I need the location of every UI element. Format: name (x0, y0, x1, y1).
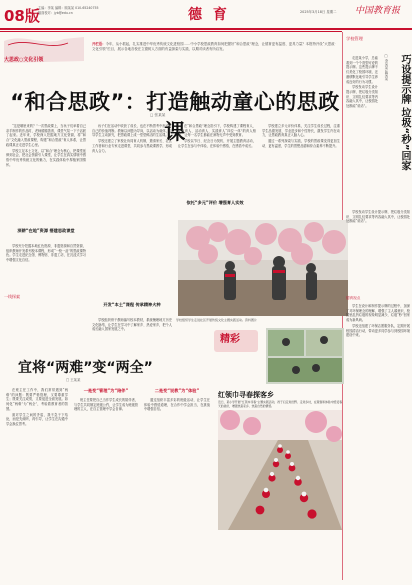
paragraph: 班主任要把自己当作学生成长的陪伴者，与学生共同制定班级公约，让学生成为班级管理的主人，在自主管理中学会自律。 (74, 398, 138, 412)
right-headline: 巧设提示牌 垃圾“秒”回家 (399, 54, 410, 171)
article-column-1b (6, 244, 86, 292)
lead-paragraph (92, 42, 336, 52)
pull-quote: 依托“多元”评价 增强育人实效 (186, 200, 244, 205)
article-column-2 (92, 124, 172, 304)
subheading: 一是变“管理”为“陪伴” (83, 388, 129, 393)
paragraph: 在班主任工作中，我们常常遇到“两难”的问题：既要严格管理，又要尊重学生；既要关注成绩，又要促进全面发展。如何化“两难”为“两全”，考验着教育者的智慧。 (6, 388, 68, 411)
paragraph: 学校还组建了环保志愿服务队，定期开展校园清洁行动，带动更多同学参与到校园环境建设中来。 (346, 323, 410, 338)
feature-photo (218, 410, 342, 530)
article-column-2b (92, 318, 172, 348)
right-column-2 (346, 304, 410, 578)
header-meta (38, 6, 99, 16)
paragraph: 孩子们在活动中收获了成长，也在不断思考中形成了自己的价值判断。教师以问题为导向，以活动为载体，引导学生主动探究，把思政课上成一堂堂鲜活的生活课。 (92, 124, 172, 138)
article-column-4 (262, 124, 340, 216)
header-rule (0, 28, 412, 30)
paragraph: 学校还建立了家校社协同育人机制，邀请家长、社区工作者和行业专家走进课堂，共同参与思政课教学，形成育人合力。 (92, 139, 172, 153)
lead-text: 今年，从小抓起，扎实推进中华优秀传统文化进校园……中小学校思政教育如何把握好“和合思政”理念，让德育更有温度、更具力量？本报特开设“大思政·文化引领”栏目，展示各地各校在立德树人方面的有益探索与实践，以期对读者有所启发。 (92, 42, 336, 52)
paragraph: 学校建立多元评价体系，关注学生成长过程，注重学生品德发展、学业进步和个性特长，激发学生内在动力，让思政教育真正入脑入心。 (262, 124, 340, 138)
paragraph: 在“和合思政”理念指引下，学校构建了课程育人、文化育人、活动育人、实践育人“四位一体”的育人格局，让每一名学生都能在润物无声中受到教育。 (178, 124, 256, 138)
page-header (0, 0, 412, 28)
column-tag: 大思政○文化引领 (4, 57, 44, 63)
right-section-badge-2: 德育视点 (346, 296, 361, 300)
paragraph: 学校组织骨干教师编写校本教材，系统梳理地方历史文化脉络，让学生在学习中了解家乡、热爱家乡，把个人成长融入国家发展之中。 (92, 318, 172, 332)
section-title: 德 育 (188, 7, 230, 23)
issue-date: 2025年3月18日 星期二 (300, 10, 337, 14)
article-photo (178, 220, 348, 316)
secondary-headline: 宜将“两难”变“两全” (18, 360, 153, 376)
paragraph: 学校发动学生设计提示牌，把垃圾分类知识、文明礼仪要求等内容融入其中，让校园处处都能“说话”。 (346, 210, 410, 224)
article2-column-3 (144, 398, 210, 578)
feature-title: 红领巾寻春探客乡 (218, 391, 274, 399)
secondary-byline: □ 王某某 (66, 378, 81, 382)
feature-caption: 近日，某小学开展“红领巾寻春”主题实践活动，孩子们走进田野、走进乡村，在观察和体验中感受春天的美好，增强热爱家乡、热爱自然的情感。 (218, 400, 342, 408)
feature-photo-montage (266, 328, 344, 384)
article2-column-2 (74, 398, 138, 488)
section-badge: 一线探索 (4, 294, 20, 299)
header-meta-line: 主编：李某 编辑：顾某某 010-65240755 (38, 6, 99, 10)
right-section-badge: 学校管理 (346, 36, 363, 41)
paragraph: 通过一系列探索与实践，学校的思政课变得更加生动、更有温度，学生的思想品德和综合素养不断提升。 (262, 139, 340, 148)
jingcai-label: 精彩 (220, 334, 240, 345)
header-meta-line: 版面校对：jyb@edu.cn (38, 11, 73, 15)
right-byline: □ 李某某 陈某某 (384, 54, 388, 81)
paragraph: 学校发动学生设计提示牌，把垃圾分类知识、文明礼仪要求等内容融入其中，让校园处处都能“说话”。 (346, 85, 378, 109)
page-number: 08版 (4, 7, 40, 25)
subheading: 二是变“说教”为“体验” (154, 388, 200, 393)
paragraph: 学校以节日、纪念日为契机，开展主题教育活动，让学生在参与中体验，在体验中感悟，在感悟中成长。 (178, 139, 256, 148)
photo-caption: 学校组织学生走进社区开展传统文化主题实践活动。资料图片 (176, 318, 258, 322)
paragraph: 通过组织丰富多彩的班级活动，让学生在体验中感悟道理，在合作中学会担当，在挑战中增强自信。 (144, 398, 210, 412)
paragraph: 面对学生之间的矛盾，我不急于下结论，而是先倾听，再引导，让学生在沟通中学会换位思考。 (6, 412, 68, 426)
paragraph: 学校立足本土文化，以“和合”理念为核心，把课堂延伸到社会，把社会资源引入课堂，让学生在真实情境中感悟中华优秀传统文化的魅力，在实践体验中厚植家国情怀。 (6, 148, 86, 167)
paragraph: “这是哪里来的？”一次思政课上，当孩子们举着自己亲手制作的作品时，老师循循善诱，课堂气氛一下子活跃了起来。近年来，学校深入挖掘地方文化资源，将“和合”文化融入思政课程，构建“和合思政”育人体系，让思政课真正走进学生心里。 (6, 124, 86, 147)
paragraph: 学校充分挖掘本地红色资源、非遗资源和自然资源，组织教师开发系列校本课程，形成“一校一品”的思政课特色。学生走进纪念馆、博物馆、非遗工坊，在沉浸式学习中增强文化自信。 (6, 244, 86, 263)
paragraph: 走进某小学，总能看到一个个造型可爱的提示牌。这些提示牌不仅美化了校园环境，还潜移默化地引导学生养成良好的行为习惯。 (346, 56, 378, 84)
subheading: 深耕“在地”资源 搭建思政课堂 (17, 228, 75, 233)
main-headline: “和合思政”：打造触动童心的思政课 (10, 90, 340, 144)
masthead-logo: 中国教育报 (355, 6, 401, 16)
pull-quote: 开发“本土”课程 传承精神火种 (103, 302, 161, 307)
right-column-1b (346, 210, 410, 292)
lead-prefix: 开栏语： (92, 42, 106, 46)
article-column-1 (6, 124, 86, 224)
article2-column-1 (6, 388, 68, 578)
main-byline: □ 张某某 (150, 113, 166, 117)
header-thin-rule (0, 31, 342, 32)
paragraph: 学生在设计和制作提示牌的过程中，加深了对环保理念的理解，增强了主人翁意识，校园里乱扔垃圾的现象明显减少，垃圾“秒”回家成为新风尚。 (346, 304, 410, 323)
